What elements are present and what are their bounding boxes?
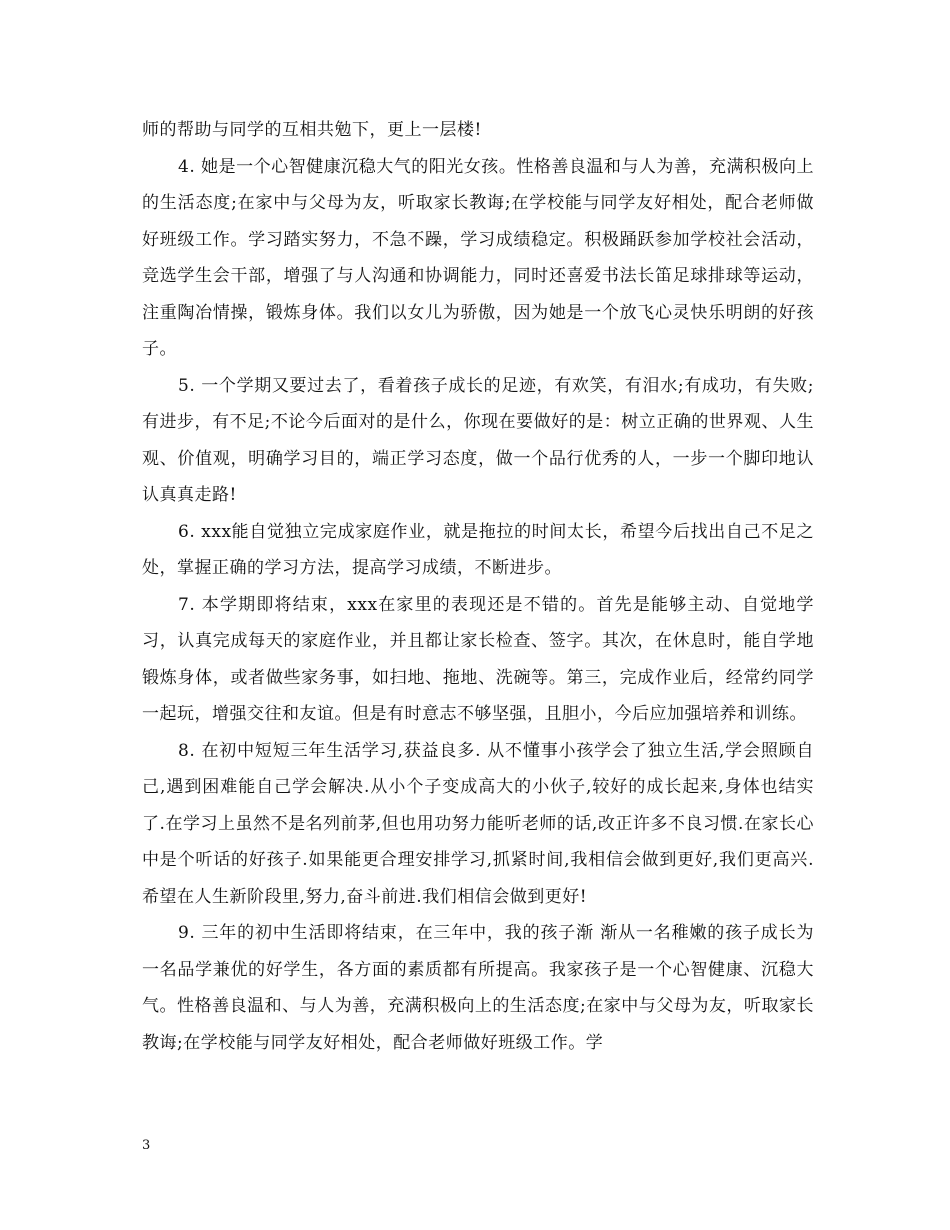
paragraph-item-5: 5. 一个学期又要过去了，看着孩子成长的足迹，有欢笑，有泪水;有成功，有失败;有进步，有不足;不论今后面对的是什么，你现在要做好的是：树立正确的世界观、人生观、价值观，明确学习目的，端正学习态度，做一个品行优秀的人，一步一个脚印地认认真真走路! (142, 375, 814, 505)
document-body (142, 112, 814, 1061)
paragraph-item-9: 9. 三年的初中生活即将结束，在三年中，我的孩子渐 渐从一名稚嫩的孩子成长为一名品学兼优的好学生，各方面的素质都有所提高。我家孩子是一个心智健康、沉稳大气。性格善良温和、与人为善，充满积极向上的生活态度;在家中与父母为友，听取家长教诲;在学校能与同学友好相处，配合老师做好班级工作。学 (142, 923, 814, 1053)
paragraph-continuation: 师的帮助与同学的互相共勉下，更上一层楼! (142, 120, 482, 140)
paragraph-item-6: 6. xxx能自觉独立完成家庭作业，就是拖拉的时间太长，希望今后找出自己不足之处，掌握正确的学习方法，提高学习成绩，不断进步。 (142, 521, 814, 578)
paragraph-item-8: 8. 在初中短短三年生活学习,获益良多. 从不懂事小孩学会了独立生活,学会照顾自己,遇到困难能自己学会解决.从小个子变成高大的小伙子,较好的成长起来,身体也结实了.在学习上虽然不是名列前茅,但也用功努力能听老师的话,改正许多不良习惯.在家长心中是个听话的好孩子.如果能更合理安排学习,抓紧时间,我相信会做到更好,我们更高兴.希望在人生新阶段里,努力,奋斗前进.我们相信会做到更好! (142, 740, 814, 907)
page-number: 3 (142, 1138, 151, 1153)
paragraph-item-4: 4. 她是一个心智健康沉稳大气的阳光女孩。性格善良温和与人为善，充满积极向上的生活态度;在家中与父母为友，听取家长教诲;在学校能与同学友好相处，配合老师做好班级工作。学习踏实努力，不急不躁，学习成绩稳定。积极踊跃参加学校社会活动，竞选学生会干部，增强了与人沟通和协调能力，同时还喜爱书法长笛足球排球等运动，注重陶冶情操，锻炼身体。我们以女儿为骄傲，因为她是一个放飞心灵快乐明朗的好孩子。 (142, 156, 814, 359)
paragraph-item-7: 7. 本学期即将结束，xxx在家里的表现还是不错的。首先是能够主动、自觉地学习，认真完成每天的家庭作业，并且都让家长检查、签字。其次，在休息时，能自学地锻炼身体，或者做些家务事，如扫地、拖地、洗碗等。第三，完成作业后，经常约同学一起玩，增强交往和友谊。但是有时意志不够坚强，且胆小，今后应加强培养和训练。 (142, 594, 814, 724)
